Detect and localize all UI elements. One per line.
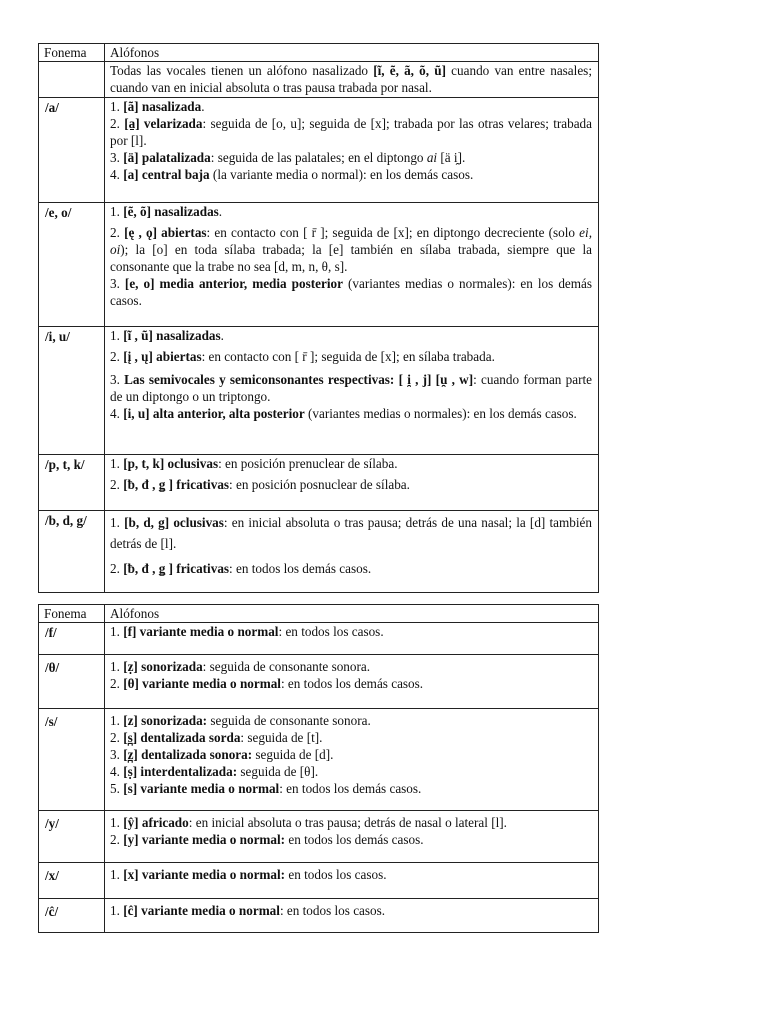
- allophone-term: [ŷ] africado: [123, 815, 189, 830]
- description-text: 2.: [110, 676, 124, 691]
- allophone-line: [110, 476, 592, 493]
- allophone-term: [s] variante media o normal: [123, 781, 280, 796]
- table-row: [39, 511, 599, 593]
- table-row: [39, 899, 599, 933]
- description-text: 1.: [110, 456, 124, 471]
- header-allophones: Alófonos: [105, 605, 599, 623]
- description-text: en todos los casos.: [285, 867, 387, 882]
- description-text: seguida de [θ].: [237, 764, 319, 779]
- allophone-list: [105, 327, 599, 455]
- description-text: : cuando forman parte de un diptongo o un triptongo.: [110, 372, 593, 404]
- allophone-term: [ẓ] sonorizada: [123, 659, 203, 674]
- description-text: [ä i̯].: [437, 150, 466, 165]
- description-text: (variantes medias o normales): en los demás casos.: [304, 406, 577, 421]
- table-row: [39, 709, 599, 811]
- allophone-line: [110, 729, 592, 746]
- allophone-term: [x] variante media o normal:: [123, 867, 286, 882]
- description-text: : en inicial absoluta o tras pausa; detrás de una nasal; la [d] también detrás de [l].: [110, 515, 592, 551]
- description-text: 1.: [110, 659, 124, 674]
- table-row: [39, 455, 599, 511]
- allophone-term: [y] variante media o normal:: [123, 832, 286, 847]
- description-text: 2.: [110, 477, 124, 492]
- intro-phoneme-cell: [39, 62, 105, 98]
- example-term: ei, oi: [110, 225, 592, 257]
- allophone-term: [ã] nasalizada: [123, 99, 202, 114]
- phoneme-cell: /ĉ/: [39, 899, 105, 933]
- phoneme-cell: /s/: [39, 709, 105, 811]
- description-text: : en todos los casos.: [278, 624, 384, 639]
- allophone-list: [105, 655, 599, 709]
- description-text: : seguida de [t].: [240, 730, 323, 745]
- allophone-list: [105, 455, 599, 511]
- allophone-list: [105, 98, 599, 203]
- description-text: (la variante media o normal): en los demás casos.: [209, 167, 474, 182]
- allophone-term: Las semivocales y semiconsonantes respectivas: [ i̯ , j] [u̯ , w]: [124, 372, 474, 387]
- allophone-line: [110, 327, 592, 344]
- allophone-line: [110, 902, 592, 919]
- description-text: 3.: [110, 372, 125, 387]
- description-text: en todos los demás casos.: [285, 832, 424, 847]
- allophone-line: [110, 623, 592, 640]
- description-text: 2.: [110, 730, 124, 745]
- phoneme-cell: /a/: [39, 98, 105, 203]
- description-text: 2.: [110, 561, 124, 576]
- allophone-line: [110, 405, 592, 422]
- description-text: 4.: [110, 764, 124, 779]
- header-phoneme: Fonema: [39, 605, 105, 623]
- allophone-line: [110, 658, 592, 675]
- description-text: 1.: [110, 867, 124, 882]
- allophone-term: [p, t, k] oclusivas: [123, 456, 219, 471]
- allophone-line: [110, 558, 592, 579]
- intro-note: [105, 62, 599, 98]
- description-text: cuando van entre nasales; cuando van en inicial absoluta o tras pausa trabada por nasal.: [110, 63, 592, 95]
- table-row: [39, 863, 599, 899]
- allophone-term: [s̪] dentalizada sorda: [123, 730, 241, 745]
- allophone-line: [110, 348, 592, 365]
- phoneme-cell: /p, t, k/: [39, 455, 105, 511]
- allophone-term: [ƀ, đ , ǥ ] fricativas: [123, 561, 230, 576]
- example-term: ai: [426, 150, 438, 165]
- description-text: seguida de consonante sonora.: [207, 713, 371, 728]
- allophone-line: [110, 675, 592, 692]
- description-text: : en todos los demás casos.: [280, 676, 424, 691]
- description-text: : en posición posnuclear de sílaba.: [229, 477, 410, 492]
- description-text: 2.: [110, 225, 125, 240]
- allophone-list: [105, 623, 599, 655]
- description-text: (variantes medias o normales): en los demás casos.: [110, 276, 593, 308]
- description-text: : seguida de [o, u]; seguida de [x]; trabada por las otras velares; trabada por [l].: [110, 116, 592, 148]
- description-text: : en contacto con [ r̄ ]; seguida de [x]; en diptongo decreciente (solo: [206, 225, 580, 240]
- description-text: Todas las vocales tienen un alófono nasalizado: [110, 63, 374, 78]
- allophone-term: [ẽ, õ] nasalizadas: [123, 204, 219, 219]
- description-text: 4.: [110, 406, 124, 421]
- description-text: 4.: [110, 167, 124, 182]
- description-text: 2.: [110, 832, 124, 847]
- allophone-term: [a̠] velarizada: [124, 116, 203, 131]
- allophone-line: [110, 763, 592, 780]
- header-allophones: Alófonos: [105, 44, 599, 62]
- description-text: : seguida de consonante sonora.: [202, 659, 371, 674]
- allophone-line: [110, 275, 592, 309]
- allophone-term: [z̪] dentalizada sonora:: [123, 747, 253, 762]
- table-row: [39, 98, 599, 203]
- allophone-line: [110, 455, 592, 472]
- table-row: [39, 623, 599, 655]
- description-text: .: [220, 328, 224, 343]
- allophone-line: [110, 511, 592, 554]
- phoneme-cell: /i, u/: [39, 327, 105, 455]
- description-text: 1.: [110, 624, 124, 639]
- description-text: ); la [o] en toda sílaba trabada; la [e] también en sílaba trabada, siempre que la consonante que la trabe no sea [d, m, n, θ, s].: [110, 242, 592, 274]
- description-text: 5.: [110, 781, 124, 796]
- description-text: 2.: [110, 116, 125, 131]
- table-row: [39, 655, 599, 709]
- description-text: 1.: [110, 815, 124, 830]
- vowels-and-stops-table: [38, 43, 599, 593]
- description-text: : en contacto con [ r̄ ]; seguida de [x]; en sílaba trabada.: [201, 349, 495, 364]
- table-row: [39, 811, 599, 863]
- description-text: 1.: [110, 99, 124, 114]
- allophone-term: [ĩ , ũ] nasalizadas: [123, 328, 221, 343]
- allophone-line: [110, 831, 592, 848]
- phoneme-cell: /b, d, g/: [39, 511, 105, 593]
- intro-row: [39, 62, 599, 98]
- description-text: 3.: [110, 747, 124, 762]
- allophone-line: [110, 115, 592, 149]
- allophone-line: [110, 224, 592, 275]
- allophone-list: [105, 811, 599, 863]
- allophone-line: [110, 746, 592, 763]
- description-text: 2.: [110, 349, 124, 364]
- description-text: : en posición prenuclear de sílaba.: [218, 456, 398, 471]
- phoneme-cell: /y/: [39, 811, 105, 863]
- table-row: [39, 203, 599, 327]
- allophone-term: [f] variante media o normal: [123, 624, 279, 639]
- table-header-row: [39, 605, 599, 623]
- allophone-line: [110, 866, 592, 883]
- description-text: 1.: [110, 713, 124, 728]
- description-text: 3.: [110, 276, 125, 291]
- allophone-term: [į , ų] abiertas: [123, 349, 202, 364]
- allophone-line: [110, 203, 592, 220]
- allophone-list: [105, 511, 599, 593]
- phoneme-cell: /e, o/: [39, 203, 105, 327]
- allophone-list: [105, 899, 599, 933]
- description-text: 3.: [110, 150, 124, 165]
- allophone-line: [110, 149, 592, 166]
- phoneme-cell: /x/: [39, 863, 105, 899]
- description-text: : en todos los demás casos.: [279, 781, 422, 796]
- allophone-term: [ę , ǫ] abiertas: [124, 225, 207, 240]
- allophone-term: [a] central baja: [123, 167, 210, 182]
- description-text: 1.: [110, 515, 125, 530]
- allophone-term: [ṣ] interdentalizada:: [123, 764, 238, 779]
- intro-text: [110, 62, 592, 96]
- allophone-list: [105, 203, 599, 327]
- description-text: : seguida de las palatales; en el diptongo: [210, 150, 427, 165]
- description-text: 1.: [110, 204, 124, 219]
- allophone-line: [110, 814, 592, 831]
- description-text: 1.: [110, 328, 124, 343]
- allophone-term: [ä] palatalizada: [123, 150, 211, 165]
- allophone-list: [105, 863, 599, 899]
- allophone-term: [θ] variante media o normal: [123, 676, 281, 691]
- table-row: [39, 327, 599, 455]
- description-text: : en todos los casos.: [279, 903, 386, 918]
- allophone-term: [b, d, g] oclusivas: [124, 515, 224, 530]
- description-text: .: [218, 204, 223, 219]
- allophone-line: [110, 780, 592, 797]
- allophone-term: [z] sonorizada:: [123, 713, 208, 728]
- description-text: 1.: [110, 903, 124, 918]
- allophone-line: [110, 98, 592, 115]
- allophone-term: [ĩ, ẽ, ã, õ, ũ]: [373, 63, 446, 78]
- description-text: : en inicial absoluta o tras pausa; detrás de nasal o lateral [l].: [188, 815, 507, 830]
- allophone-term: [e, o] media anterior, media posterior: [124, 276, 343, 291]
- allophone-term: [ƀ, đ , ǥ ] fricativas: [123, 477, 230, 492]
- header-phoneme: Fonema: [39, 44, 105, 62]
- description-text: .: [201, 99, 205, 114]
- consonants-table: [38, 604, 599, 933]
- allophone-line: [110, 712, 592, 729]
- allophone-line: [110, 371, 592, 405]
- description-text: : en todos los demás casos.: [229, 561, 372, 576]
- allophone-list: [105, 709, 599, 811]
- allophone-term: [i, u] alta anterior, alta posterior: [123, 406, 305, 421]
- table-header-row: [39, 44, 599, 62]
- phoneme-cell: /θ/: [39, 655, 105, 709]
- allophone-line: [110, 166, 592, 183]
- description-text: seguida de [d].: [252, 747, 334, 762]
- phoneme-cell: /f/: [39, 623, 105, 655]
- allophone-term: [ĉ] variante media o normal: [123, 903, 280, 918]
